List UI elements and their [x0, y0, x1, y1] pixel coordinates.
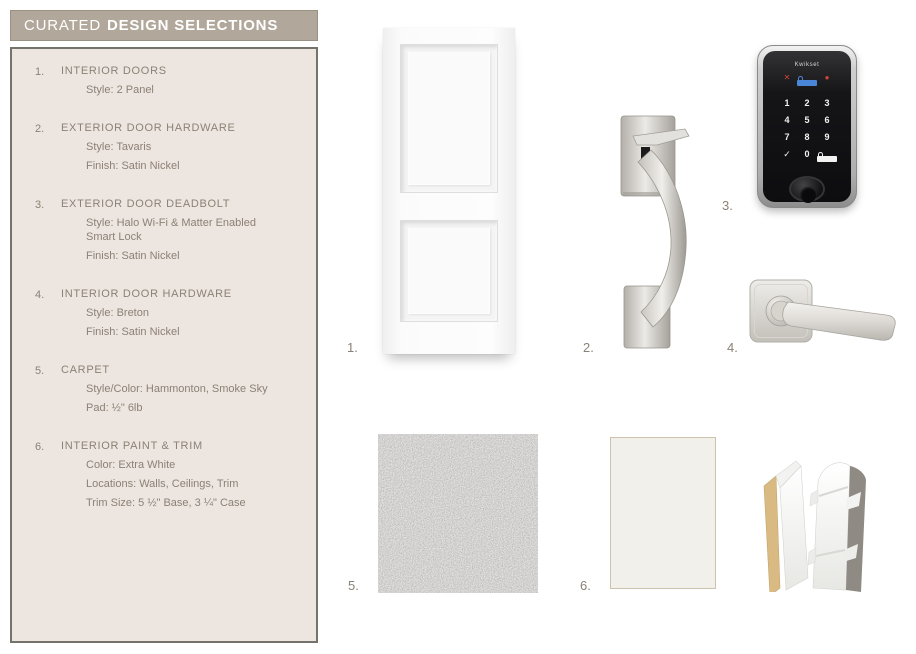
list-item-interior-paint-trim: [35, 440, 302, 515]
figure-label-6: 6.: [580, 578, 591, 593]
trim-profiles-image: [748, 440, 898, 592]
item-title: INTERIOR PAINT & TRIM: [61, 440, 203, 452]
baseboard-sample: [764, 461, 808, 592]
item-detail: Pad: ½" 6lb: [86, 402, 143, 414]
item-detail: Style/Color: Hammonton, Smoke Sky: [86, 383, 268, 395]
interior-lever-image: [740, 272, 905, 357]
item-number: 5.: [35, 365, 45, 377]
item-detail: Style: Breton: [86, 307, 149, 319]
paint-swatch-image: [610, 437, 716, 589]
deadbolt-touchscreen: [763, 51, 851, 202]
figure-label-2: 2.: [583, 340, 594, 355]
selections-list: [10, 47, 318, 643]
cancel-x-icon: ✕: [783, 73, 791, 82]
figure-label-5: 5.: [348, 578, 359, 593]
page-title: [10, 10, 318, 41]
item-detail: Finish: Satin Nickel: [86, 160, 180, 172]
list-item-interior-doors: [35, 65, 302, 102]
keypad-key: 4: [784, 115, 790, 125]
item-detail: Style: Tavaris: [86, 141, 152, 153]
item-detail: Style: 2 Panel: [86, 84, 154, 96]
keypad-key: 1: [784, 98, 790, 108]
door-upper-panel: [400, 44, 498, 193]
item-detail: Trim Size: 5 ½" Base, 3 ¼" Case: [86, 497, 246, 509]
keypad-key: 6: [824, 115, 830, 125]
interior-door-image: [383, 28, 515, 354]
smart-deadbolt-image: [757, 45, 857, 208]
figure-label-4: 4.: [727, 340, 738, 355]
keypad-key: 7: [784, 132, 790, 142]
item-detail: Locations: Walls, Ceilings, Trim: [86, 478, 239, 490]
exterior-handleset-image: [595, 98, 715, 350]
deadbolt-key-cylinder: [789, 176, 825, 202]
door-lower-panel: [400, 220, 498, 322]
item-number: 3.: [35, 199, 45, 211]
figure-label-1: 1.: [347, 340, 358, 355]
carpet-swatch-image: [378, 434, 538, 593]
page-title-regular: CURATED: [24, 17, 101, 34]
item-detail: Color: Extra White: [86, 459, 176, 471]
item-number: 4.: [35, 289, 45, 301]
keypad-key: 0: [804, 149, 810, 159]
red-circle-icon: ●: [824, 73, 830, 82]
item-title: INTERIOR DOORS: [61, 65, 167, 77]
list-item-exterior-door-deadbolt: [35, 198, 302, 268]
keypad-key: 8: [804, 132, 810, 142]
list-item-carpet: [35, 364, 302, 420]
page-title-bold: DESIGN SELECTIONS: [107, 17, 279, 34]
figure-label-3: 3.: [722, 198, 733, 213]
deadbolt-brand: Kwikset: [794, 62, 820, 68]
list-item-exterior-door-hardware: [35, 122, 302, 178]
casing-sample: [808, 463, 866, 592]
item-number: 2.: [35, 123, 45, 135]
list-item-interior-door-hardware: [35, 288, 302, 344]
keypad-key: 2: [804, 98, 810, 108]
lock-key-icon: [817, 149, 837, 167]
item-title: CARPET: [61, 364, 110, 376]
check-key: ✓: [783, 149, 791, 159]
blue-lock-icon: [797, 73, 817, 91]
keypad-key: 5: [804, 115, 810, 125]
keypad-key: 9: [824, 132, 830, 142]
item-detail: Style: Halo Wi-Fi & Matter Enabled Smart Lock: [86, 217, 256, 243]
item-title: EXTERIOR DOOR DEADBOLT: [61, 198, 231, 210]
item-detail: Finish: Satin Nickel: [86, 250, 180, 262]
keypad-key: 3: [824, 98, 830, 108]
item-number: 1.: [35, 66, 45, 78]
item-title: INTERIOR DOOR HARDWARE: [61, 288, 232, 300]
item-title: EXTERIOR DOOR HARDWARE: [61, 122, 236, 134]
item-detail: Finish: Satin Nickel: [86, 326, 180, 338]
item-number: 6.: [35, 441, 45, 453]
deadbolt-symbol-row: [777, 73, 837, 91]
